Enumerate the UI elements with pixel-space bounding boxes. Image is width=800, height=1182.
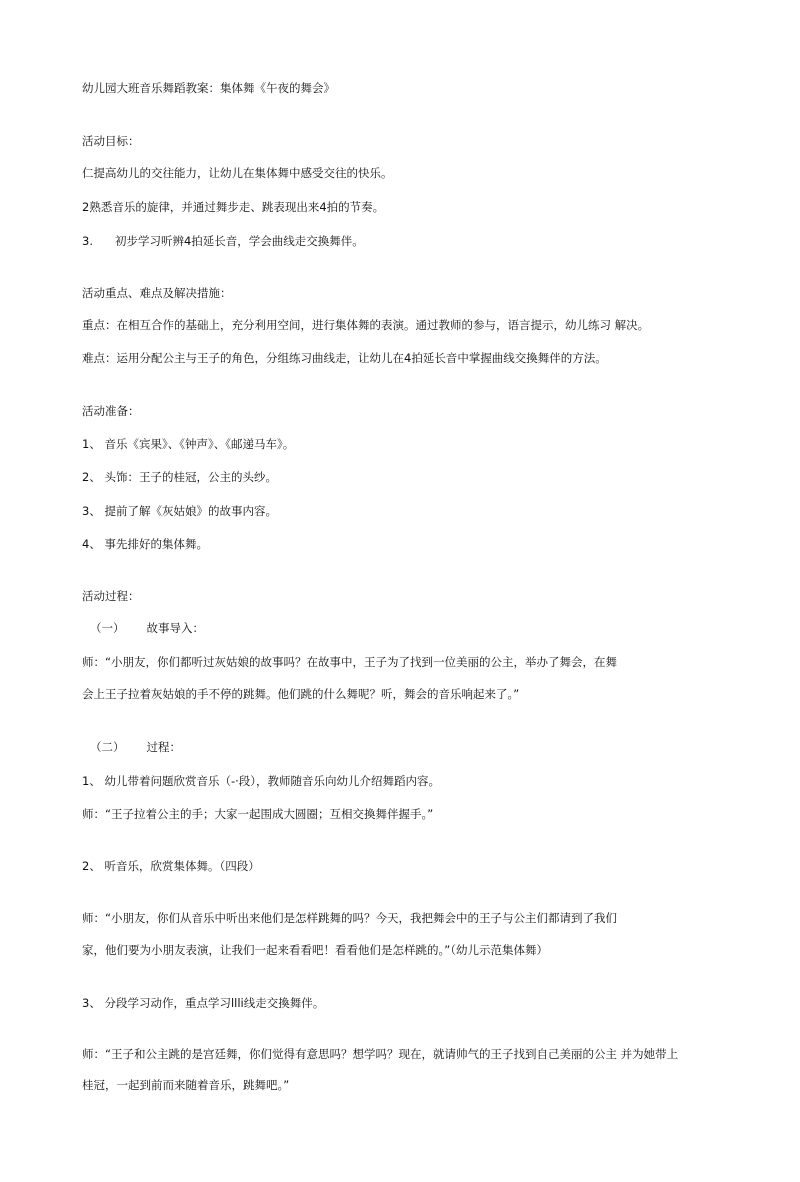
process-step-3-quote-line-1: 师：“王子和公主跳的是宫廷舞，你们觉得有意思吗？想学吗？现在，就请帅气的王子找到自己美丽的公主 并为她带上 bbox=[82, 1047, 679, 1061]
goals-heading: 活动目标： bbox=[82, 134, 140, 148]
process-step-1: 1、 幼儿带着问题欣赏音乐（-·段），教师随音乐向幼儿介绍舞蹈内容。 bbox=[82, 774, 441, 788]
prep-item-1: 1、 音乐《宾果》、《钟声》、《邮递马车》。 bbox=[82, 437, 295, 451]
process-part-2-label: （二） bbox=[90, 740, 125, 754]
process-step-2-quote-line-1: 师：“小朋友，你们从音乐中听出来他们是怎样跳舞的吗？今天，我把舞会中的王子与公主们都请到了我们 bbox=[82, 911, 617, 925]
process-step-3-quote-line-2: 桂冠，一起到前而来随着音乐，跳舞吧。” bbox=[82, 1078, 290, 1092]
prep-item-3: 3、 提前了解《灰姑娘》的故事内容。 bbox=[82, 504, 277, 518]
process-step-2-quote-line-2: 家，他们要为小朋友表演，让我们一起来看看吧！看看他们是怎样跳的。”（幼儿示范集体舞） bbox=[82, 943, 548, 957]
key-points-heading: 活动重点、难点及解决措施： bbox=[82, 286, 232, 300]
goal-item-2: 2熟悉音乐的旋律，并通过舞步走、跳表现出来4拍的节奏。 bbox=[82, 200, 385, 214]
key-point-difficulty: 难点：运用分配公主与王子的角色，分组练习曲线走，让幼儿在4拍延长音中掌握曲线交換舞伴的方法。 bbox=[82, 351, 607, 365]
process-part-2-title: 过程： bbox=[146, 740, 181, 754]
process-step-1-quote: 师：“王子拉着公主的手；大家一起围成大圆圈；互相交換舞伴握手。” bbox=[82, 807, 434, 821]
process-part-1-label: （一） bbox=[90, 621, 125, 635]
goal-item-3-number: 3. bbox=[82, 234, 93, 248]
process-heading: 活动过程： bbox=[82, 589, 140, 603]
goal-item-1: 仁提高幼儿的交往能力，让幼儿在集体舞中感受交往的快乐。 bbox=[82, 166, 393, 180]
process-part-1-paragraph-line-2: 会上王子拉着灰姑娘的手不停的跳舞。他们跳的什么舞呢？听，舞会的音乐响起来了。” bbox=[82, 687, 520, 701]
process-step-2: 2、 听音乐，欣赏集体舞。（四段） bbox=[82, 859, 260, 873]
process-part-2-heading bbox=[90, 740, 181, 754]
key-point-focus: 重点：在相互合作的基础上，充分利用空间，进行集体舞的表演。通过教师的参与，语言提示，幼儿练习 解决。 bbox=[82, 318, 650, 332]
process-part-1-title: 故事导入： bbox=[146, 621, 204, 635]
document-title: 幼儿园大班音乐舞蹈教案：集体舞《午夜的舞会》 bbox=[82, 81, 335, 95]
prep-item-2: 2、 头饰：王子的桂冠，公主的头纱。 bbox=[82, 470, 277, 484]
prep-heading: 活动准备： bbox=[82, 404, 140, 418]
goal-item-3 bbox=[82, 234, 364, 248]
process-step-3: 3、 分段学习动作，重点学习llli线走交換舞伴。 bbox=[82, 996, 325, 1010]
process-part-1-paragraph-line-1: 师：“小朋友，你们都听过灰姑娘的故事吗？在故事中，王子为了找到一位美丽的公主，举办了舞会，在舞 bbox=[82, 655, 617, 669]
goal-item-3-text: 初步学习听辨4拍延长音，学会曲线走交換舞伴。 bbox=[114, 234, 364, 248]
process-part-1-heading bbox=[90, 621, 204, 635]
prep-item-4: 4、 事先排好的集体舞。 bbox=[82, 537, 208, 551]
